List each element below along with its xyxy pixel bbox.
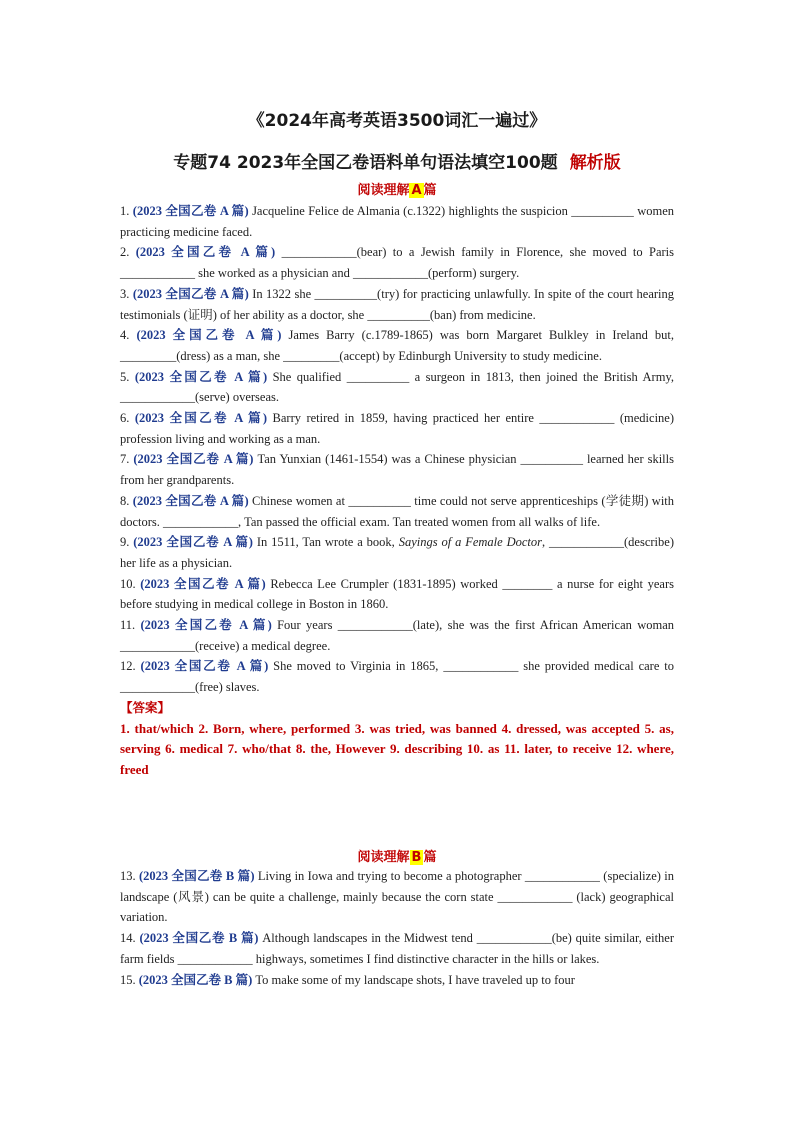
question-item: 8. (2023 全国乙卷 A 篇) Chinese women at __________ time could not serve apprenticeships (学徒期) with doctors. ____________, Tan passed the official exam. Tan treated women from all walks of life.: [120, 493, 675, 529]
question-item: 9. (2023 全国乙卷 A 篇) In 1511, Tan wrote a book, Sayings of a Female Doctor, ____________(describe) her life as a physician.: [120, 535, 674, 570]
question-item: 7. (2023 全国乙卷 A 篇) Tan Yunxian (1461-1554) was a Chinese physician __________ learned her skills from her grandparents.: [120, 452, 674, 488]
document-subtitle: [0, 148, 794, 173]
question-list-a: [120, 201, 674, 781]
question-item: 11. (2023 全国乙卷 A 篇) Four years ____________(late), she was the first African American woman ____________(receive) a medical degree.: [120, 618, 675, 653]
question-item: 5. (2023 全国乙卷 A 篇) She qualified __________ a surgeon in 1813, then joined the British Army, ____________(serve) overseas.: [120, 369, 675, 405]
subtitle-main: 专题74 2023年全国乙卷语料单句语法填空100题: [173, 153, 558, 173]
question-item: 14. (2023 全国乙卷 B 篇) Although landscapes in the Midwest tend ____________(be) quite similar, either farm fields ____________ highways, sometimes I find distinctive character in the hills or lakes.: [120, 931, 675, 966]
question-list-b: [120, 866, 674, 990]
question-item: 12. (2023 全国乙卷 A 篇) She moved to Virginia in 1865, ____________ she provided medical care to ____________(free) slaves.: [120, 659, 675, 695]
answer-label: 【答案】: [120, 699, 171, 715]
question-item: 6. (2023 全国乙卷 A 篇) Barry retired in 1859, having practiced her entire ____________ (medicine) profession living and working as a man.: [120, 411, 675, 446]
question-item: 15. (2023 全国乙卷 B 篇) To make some of my landscape shots, I have traveled up to four: [120, 972, 575, 987]
question-item: 3. (2023 全国乙卷 A 篇) In 1322 she __________(try) for practicing unlawfully. In spite of the court hearing testimonials (证明) of her ability as a doctor, she __________(ban) from medicine.: [120, 286, 675, 322]
section-heading-b: 阅读理解 B 篇: [357, 850, 437, 865]
question-item: 10. (2023 全国乙卷 A 篇) Rebecca Lee Crumpler (1831-1895) worked ________ a nurse for eight years before studying in medical college in Boston in 1860.: [120, 576, 675, 612]
question-item: 4. (2023 全国乙卷 A 篇) James Barry (c.1789-1865) was born Margaret Bulkley in Ireland but, _________(dress) as a man, she _________(accept) by Edinburgh University to study medicine.: [120, 328, 674, 363]
question-item: 1. (2023 全国乙卷 A 篇) Jacqueline Felice de Almania (c.1322) highlights the suspicion __________ women practicing medicine faced.: [120, 204, 675, 239]
document-title: 《2024年高考英语3500词汇一遍过》: [247, 111, 547, 131]
question-item: 13. (2023 全国乙卷 B 篇) Living in Iowa and trying to become a photographer ____________ (specialize) in landscape (风景) can be quite a challenge, mainly because the corn state ____________ (lack) geographical variation.: [120, 869, 674, 925]
section-heading-a: 阅读理解 A 篇: [357, 183, 437, 198]
answer-text-a: 1. that/which 2. Born, where, performed 3. was tried, was banned 4. dressed, was accepted 5. as, serving 6. medical 7. who/that 8. the, However 9. describing 10. as 11. later, to receive 12. where, freed: [120, 720, 674, 777]
question-item: 2. (2023 全国乙卷 A 篇) ____________(bear) to a Jewish family in Florence, she moved to Paris ____________ she worked as a physician and ____________(perform) surgery.: [120, 245, 675, 281]
subtitle-tag: 解析版: [569, 153, 621, 173]
